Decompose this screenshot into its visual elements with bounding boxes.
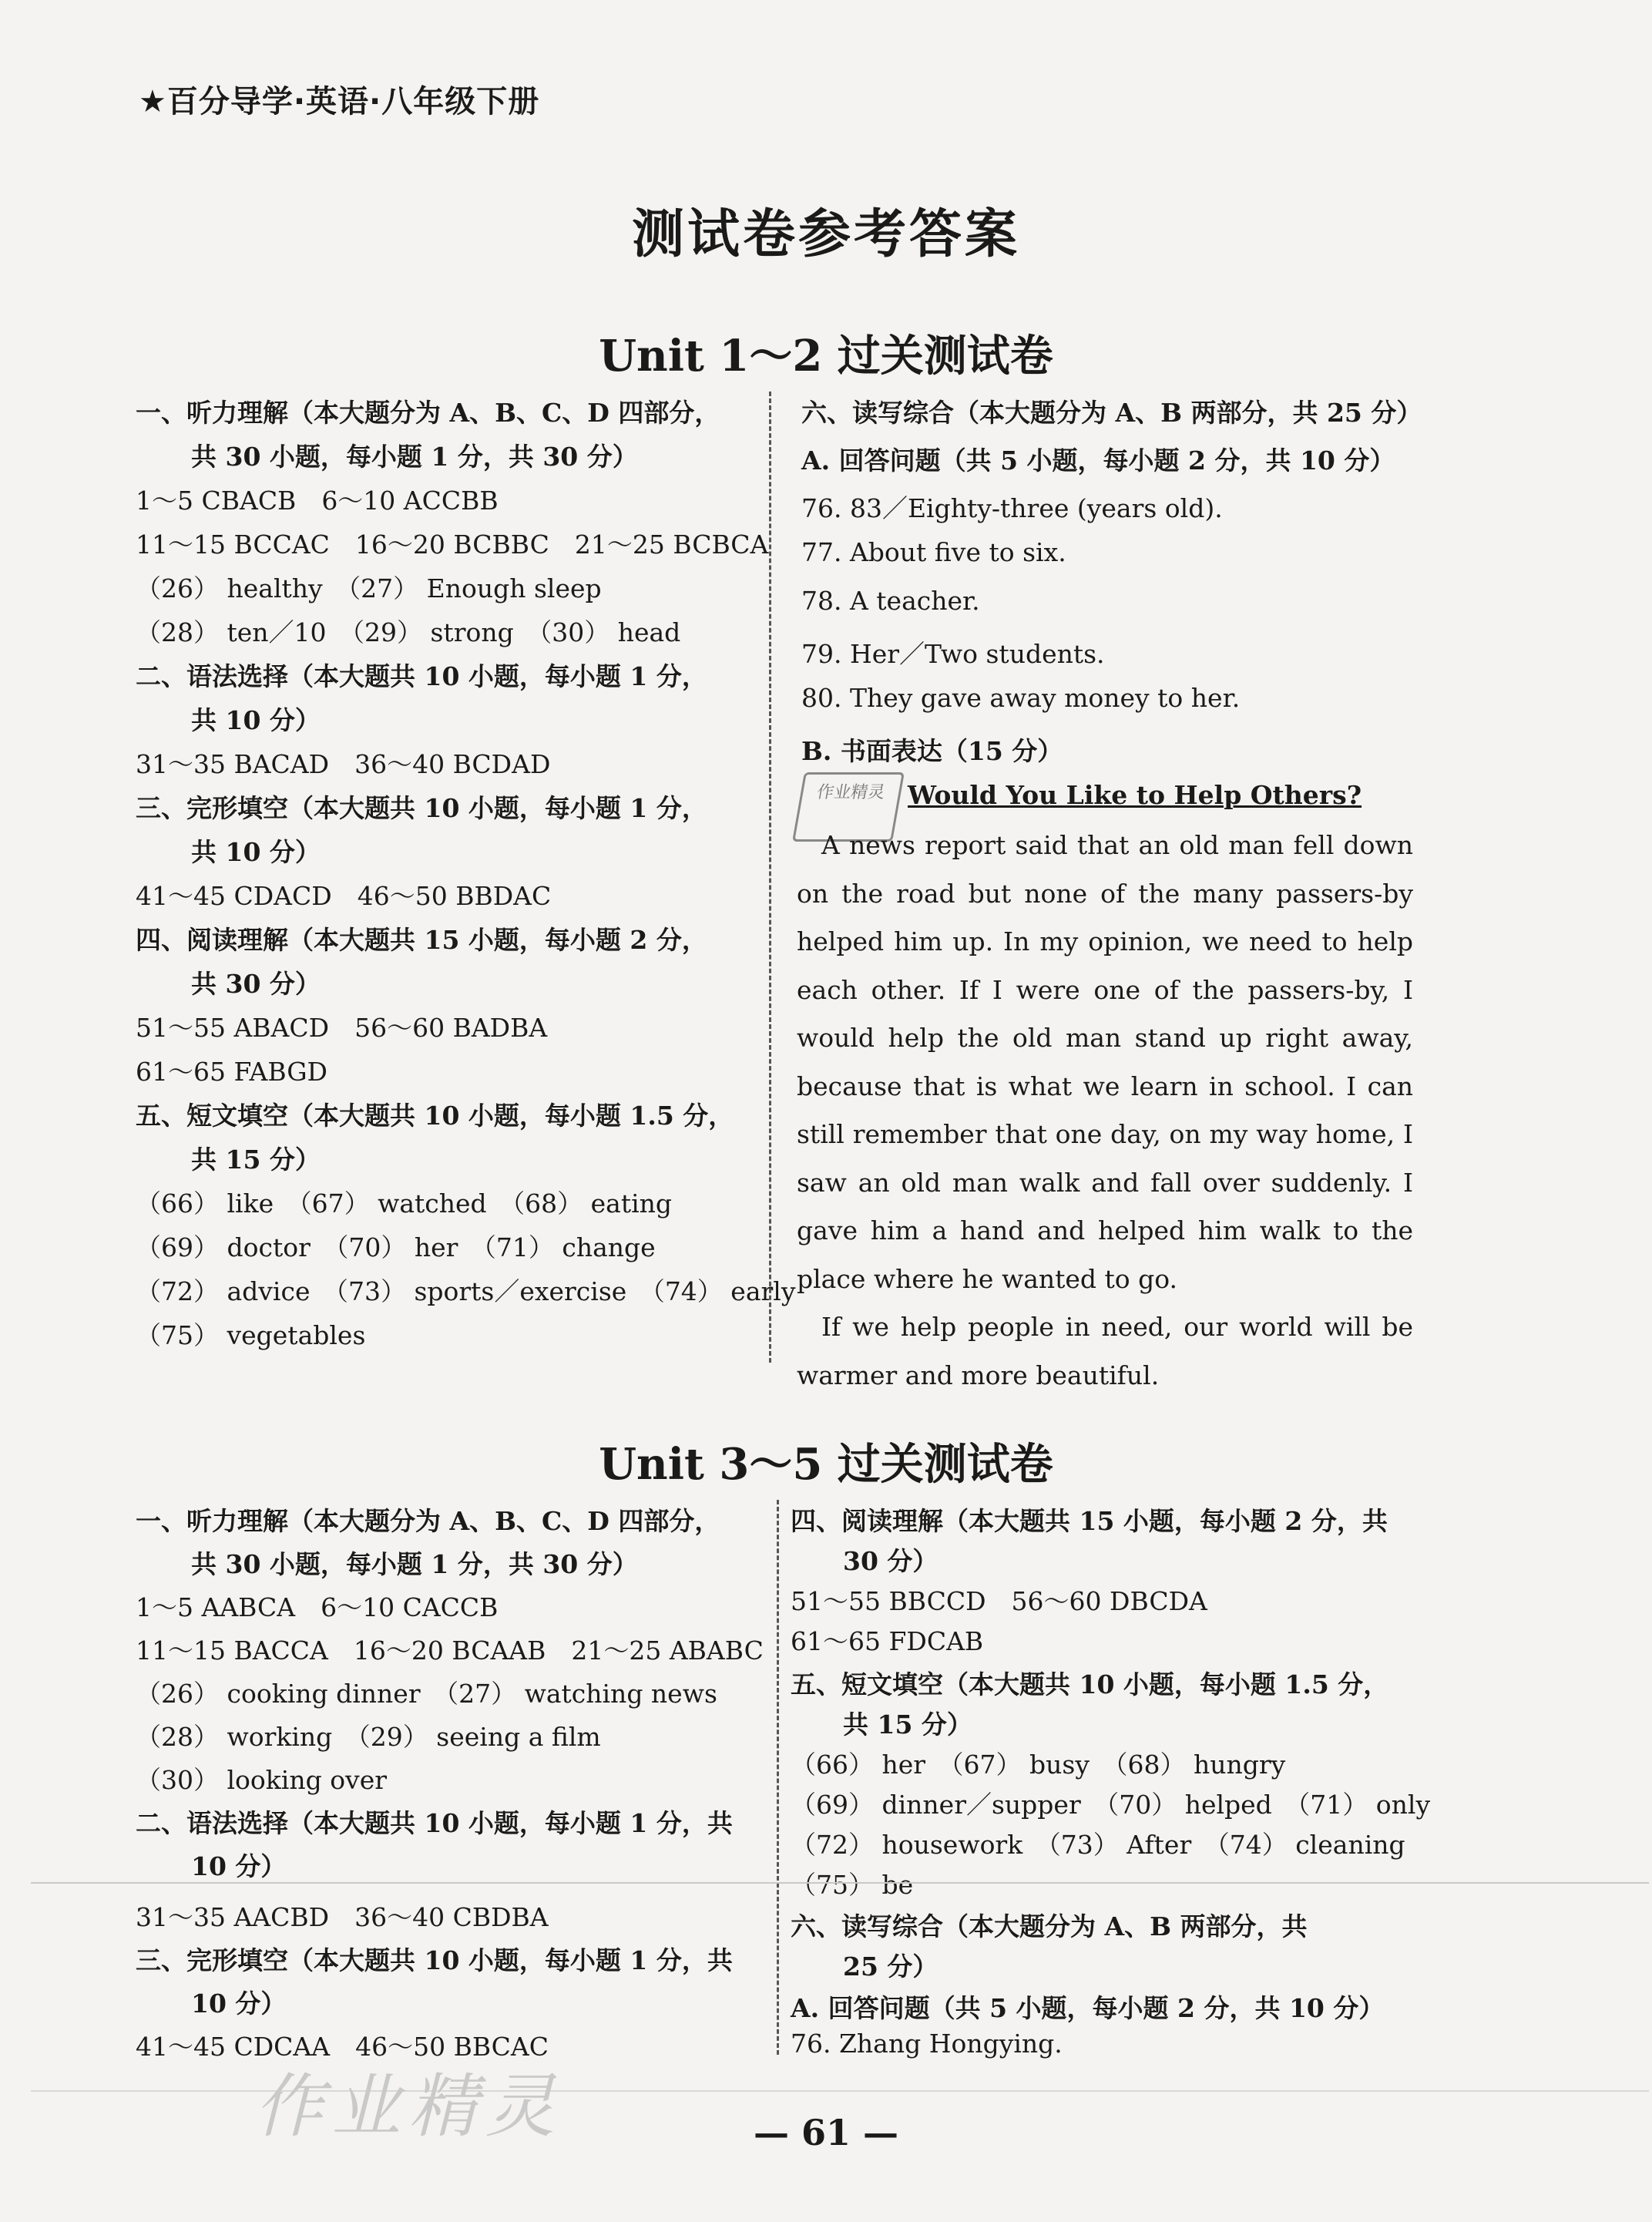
answer-line: （72） housework （73） After （74） cleaning: [791, 1830, 1405, 1860]
answer-line: 51～55 ABACD 56～60 BADBA: [136, 1013, 548, 1043]
answer-line: 30 分）: [843, 1546, 938, 1576]
unit-3-5-title: Unit 3～5 过关测试卷: [599, 1439, 1053, 1490]
answer-line: 共 10 分）: [191, 837, 321, 867]
answer-line: 51～55 BBCCD 56～60 DBCDA: [791, 1586, 1207, 1616]
answer-line: （69） dinner／supper （70） helped （71） only: [791, 1790, 1431, 1820]
essay-body: [797, 822, 1413, 1400]
answer-line: 二、语法选择（本大题共 10 小题，每小题 1 分，: [136, 661, 707, 691]
answer-line: 11～15 BCCAC 16～20 BCBBC 21～25 BCBCA: [136, 529, 769, 560]
column-divider: [777, 1500, 779, 2055]
answer-line: 61～65 FABGD: [136, 1057, 328, 1087]
answer-line: 三、完形填空（本大题共 10 小题，每小题 1 分，: [136, 793, 707, 823]
answer-line: 76. 83／Eighty-three (years old).: [801, 493, 1223, 523]
answer-line: 共 10 分）: [191, 705, 321, 735]
answer-line: 共 15 分）: [191, 1145, 321, 1175]
page-number: — 61 —: [753, 2112, 899, 2153]
answer-line: 六、读写综合（本大题分为 A、B 两部分，共: [791, 1911, 1308, 1941]
answer-line: 1～5 CBACB 6～10 ACCBB: [136, 486, 499, 516]
answer-line: 共 30 小题，每小题 1 分，共 30 分）: [191, 1549, 638, 1579]
column-divider: [769, 392, 771, 1363]
answer-line: 共 30 小题，每小题 1 分，共 30 分）: [191, 442, 638, 472]
answer-line: 10 分）: [191, 1988, 287, 2019]
unit-1-2-title: Unit 1～2 过关测试卷: [599, 331, 1053, 382]
answer-line: A. 回答问题（共 5 小题，每小题 2 分，共 10 分）: [801, 445, 1395, 476]
book-header: ★百分导学·英语·八年级下册: [139, 84, 540, 119]
answer-line: （75） be: [791, 1870, 914, 1900]
answer-line: （26） healthy （27） Enough sleep: [136, 573, 602, 603]
essay-paragraph: A news report said that an old man fell down on the road but none of the many passers-by helped him up. In my opinion, we need to help each other. If I were one of the passers-by, I would help the old man stand up right away, because that is what we learn in school. I can still remember that one day, on my way home, I saw an old man walk and fall over suddenly. I gave him a hand and helped him walk to the place where he wanted to go.: [797, 830, 1413, 1294]
answer-line: 61～65 FDCAB: [791, 1626, 984, 1656]
essay-paragraph: If we help people in need, our world will be warmer and more beautiful.: [797, 1312, 1413, 1390]
scan-fold-line: [31, 1882, 1649, 1884]
answer-line: 77. About five to six.: [801, 537, 1066, 567]
answer-line: （30） looking over: [136, 1765, 388, 1795]
answer-line: 31～35 AACBD 36～40 CBDBA: [136, 1902, 549, 1932]
answer-line: B. 书面表达（15 分）: [801, 736, 1063, 766]
answer-line: 四、阅读理解（本大题共 15 小题，每小题 2 分，共: [791, 1506, 1388, 1536]
answer-line: （75） vegetables: [136, 1320, 366, 1350]
answer-line: 10 分）: [191, 1851, 287, 1881]
answer-line: 共 15 分）: [843, 1709, 972, 1740]
answer-line: 11～15 BACCA 16～20 BCAAB 21～25 ABABC: [136, 1635, 764, 1666]
answer-line: （69） doctor （70） her （71） change: [136, 1232, 656, 1262]
answer-line: 31～35 BACAD 36～40 BCDAD: [136, 749, 551, 779]
answer-line: （26） cooking dinner （27） watching news: [136, 1679, 717, 1709]
watermark: 作业精灵: [254, 2066, 562, 2147]
answer-line: （72） advice （73） sports／exercise （74） early: [136, 1276, 796, 1306]
answer-line: （66） like （67） watched （68） eating: [136, 1188, 673, 1219]
answer-line: （28） ten／10 （29） strong （30） head: [136, 617, 681, 647]
answer-line: 五、短文填空（本大题共 10 小题，每小题 1.5 分，: [791, 1669, 1389, 1699]
answer-line: 共 30 分）: [191, 969, 321, 999]
answer-line: 25 分）: [843, 1951, 938, 1982]
answer-line: 三、完形填空（本大题共 10 小题，每小题 1 分，共: [136, 1945, 733, 1975]
answer-line: 80. They gave away money to her.: [801, 683, 1241, 713]
answer-line: 五、短文填空（本大题共 10 小题，每小题 1.5 分，: [136, 1101, 734, 1131]
essay-title: Would You Like to Help Others?: [908, 780, 1362, 810]
answer-line: 1～5 AABCA 6～10 CACCB: [136, 1592, 499, 1622]
stamp-logo: 作业精灵: [792, 772, 905, 842]
answer-line: （28） working （29） seeing a film: [136, 1722, 601, 1752]
answer-line: 78. A teacher.: [801, 586, 980, 616]
answer-line: 76. Zhang Hongying.: [791, 2029, 1063, 2059]
answer-line: 二、语法选择（本大题共 10 小题，每小题 1 分，共: [136, 1808, 733, 1838]
answer-line: （66） her （67） busy （68） hungry: [791, 1750, 1286, 1780]
answer-line: 41～45 CDACD 46～50 BBDAC: [136, 881, 552, 911]
answer-line: 四、阅读理解（本大题共 15 小题，每小题 2 分，: [136, 925, 707, 955]
answer-line: 一、听力理解（本大题分为 A、B、C、D 四部分，: [136, 1506, 720, 1536]
answer-line: 79. Her／Two students.: [801, 639, 1105, 669]
answer-line: 六、读写综合（本大题分为 A、B 两部分，共 25 分）: [801, 398, 1422, 428]
answer-line: 41～45 CDCAA 46～50 BBCAC: [136, 2032, 549, 2062]
answer-line: 一、听力理解（本大题分为 A、B、C、D 四部分，: [136, 398, 720, 428]
document-title: 测试卷参考答案: [631, 203, 1020, 265]
answer-line: A. 回答问题（共 5 小题，每小题 2 分，共 10 分）: [791, 1993, 1385, 2023]
